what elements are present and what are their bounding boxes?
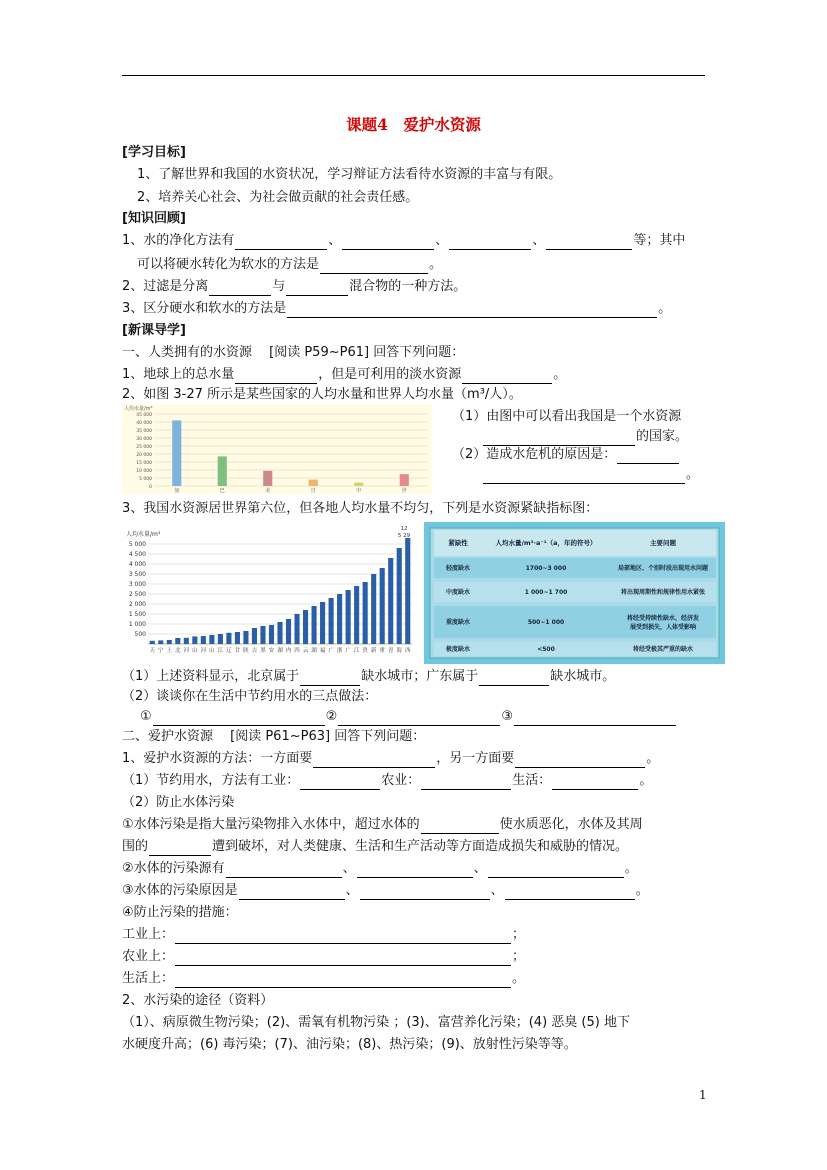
province-water-chart bbox=[122, 522, 418, 664]
x-tick-label: 山 bbox=[192, 648, 198, 654]
part1-q1: 1、地球上的总水量 ，但是可利用的淡水资源 。 bbox=[122, 367, 567, 382]
bar bbox=[192, 636, 197, 644]
table-header-cell: 人均水量/m³·a⁻¹（a，年的符号） bbox=[495, 539, 597, 547]
answer-blank[interactable] bbox=[421, 775, 511, 790]
y-tick-label: 500 bbox=[134, 631, 146, 638]
bar bbox=[312, 606, 317, 644]
answer-blank[interactable] bbox=[239, 885, 345, 900]
bar bbox=[320, 602, 325, 644]
answer-blank[interactable] bbox=[300, 671, 360, 686]
answer-blank[interactable] bbox=[483, 431, 635, 446]
table-header-cell: 紧缺性 bbox=[448, 539, 468, 547]
part2-q2a: （1）、病原微生物污染；(2)、需氧有机物污染 ；(3)、富营养化污染；(4) 恶臭 (5) 地下 bbox=[122, 1015, 630, 1030]
review-q2: 2、过滤是分离 与 混合物的一种方法。 bbox=[122, 279, 467, 294]
part2-s2: （2）防止水体污染 bbox=[122, 795, 235, 810]
answer-blank[interactable] bbox=[462, 369, 552, 384]
review-header: [知识回顾] bbox=[122, 211, 186, 226]
water-shortage-table bbox=[424, 522, 725, 664]
part2-p1: ①水体污染是指大量污染物排入水体中，超过水体的 使水质恶化，水体及其周 bbox=[122, 817, 643, 832]
answer-blank[interactable] bbox=[505, 885, 635, 900]
x-tick-label: 河 bbox=[183, 648, 190, 654]
part2-p1-cont: 围的 遭到破坏，对人类健康、生活和生产活动等方面造成损失和威胁的情况。 bbox=[122, 839, 629, 854]
answer-blank[interactable] bbox=[342, 235, 434, 250]
x-tick-label: 美 bbox=[265, 488, 271, 494]
page-number: 1 bbox=[699, 1088, 707, 1102]
table-cell: 极度缺水 bbox=[445, 646, 471, 653]
bar bbox=[363, 582, 368, 644]
x-tick-label: 湖 bbox=[311, 648, 317, 654]
y-tick-label: 4 500 bbox=[128, 551, 146, 558]
x-tick-label: 四 bbox=[294, 648, 300, 654]
measure-agriculture: 农业上： ； bbox=[122, 949, 526, 964]
y-tick-label: 1 500 bbox=[128, 611, 146, 618]
bar bbox=[380, 568, 385, 644]
review-q1: 1、水的净化方法有 、 、 、 等；其中 bbox=[122, 233, 686, 248]
review-q1-cont: 可以将硬水转化为软水的方法是 。 bbox=[137, 257, 443, 272]
part2-q1: 1、爱护水资源的方法：一方面要 ，另一方面要 。 bbox=[122, 751, 660, 766]
bar bbox=[209, 635, 214, 644]
answer-blank[interactable] bbox=[338, 711, 500, 726]
x-tick-label: 福 bbox=[319, 648, 326, 654]
x-tick-label: 日 bbox=[310, 488, 316, 494]
bar bbox=[277, 622, 282, 644]
bar bbox=[371, 574, 376, 644]
answer-blank[interactable] bbox=[286, 281, 348, 296]
x-tick-label: 甘 bbox=[234, 648, 241, 654]
header-rule bbox=[122, 75, 705, 76]
x-tick-label: 巴 bbox=[219, 488, 225, 494]
x-tick-label: 陕 bbox=[243, 648, 249, 654]
answer-blank[interactable] bbox=[515, 753, 645, 768]
x-tick-label: 黑 bbox=[260, 648, 266, 654]
y-tick-label: 10 000 bbox=[136, 469, 152, 474]
answer-blank[interactable] bbox=[421, 819, 499, 834]
bar bbox=[286, 619, 291, 644]
part1-q3: 3、我国水资源居世界第六位，但各地人均水量不均匀，下列是水资源紧缺指标图： bbox=[122, 501, 599, 516]
answer-blank[interactable] bbox=[313, 753, 435, 768]
review-q3: 3、区分硬水和软水的方法是 。 bbox=[122, 301, 672, 316]
answer-blank[interactable] bbox=[175, 973, 511, 988]
answer-blank[interactable] bbox=[552, 775, 638, 790]
y-tick-label: 35 000 bbox=[136, 429, 152, 434]
bar bbox=[260, 626, 265, 644]
table-cell: 将出现周期性和规律性用水紧张 bbox=[620, 589, 706, 596]
answer-blank[interactable] bbox=[175, 951, 511, 966]
y-tick-label: 20 000 bbox=[136, 453, 152, 458]
x-tick-label: 宁 bbox=[158, 648, 164, 654]
bar bbox=[167, 640, 172, 644]
x-tick-label: 安 bbox=[268, 648, 275, 654]
y-tick-label: 25 000 bbox=[136, 445, 152, 450]
answer-blank[interactable] bbox=[235, 235, 327, 250]
part2-heading: 二、爱护水资源 [阅读 P61~P63] 回答下列问题： bbox=[122, 729, 426, 744]
x-tick-label: 北 bbox=[175, 648, 181, 654]
bar bbox=[337, 594, 342, 644]
bar-top-label: 12 bbox=[400, 526, 408, 532]
x-tick-label: 江 bbox=[353, 648, 360, 654]
part1-r2: （2）谈谈你在生活中节约用水的三点做法： bbox=[122, 689, 378, 704]
part2-q2b: 水硬度升高；(6) 毒污染；(7)、油污染；(8)、热污染；(9)、放射性污染等等。 bbox=[122, 1037, 577, 1052]
y-tick-label: 5 000 bbox=[139, 477, 152, 482]
y-tick-label: 40 000 bbox=[136, 421, 152, 426]
x-tick-label: 河 bbox=[200, 648, 207, 654]
x-tick-label: 湖 bbox=[277, 648, 283, 654]
table-cell: 轻度缺水 bbox=[445, 565, 471, 572]
x-tick-label: 云 bbox=[302, 648, 309, 654]
y-tick-label: 3 000 bbox=[128, 581, 146, 588]
x-tick-label: 内 bbox=[285, 648, 292, 654]
bar bbox=[303, 610, 308, 644]
bar bbox=[158, 640, 163, 644]
bar bbox=[201, 636, 206, 644]
x-tick-label: 辽 bbox=[226, 648, 232, 654]
part2-s1: （1）节约用水，方法有工业： 农业： 生活： 。 bbox=[122, 773, 653, 788]
y-axis-label: 人均水量/m³ bbox=[124, 406, 153, 412]
table-header-cell: 主要问题 bbox=[650, 539, 676, 547]
x-tick-label: 海 bbox=[396, 648, 402, 654]
bar bbox=[354, 483, 363, 486]
part1-choices: ① ② ③ bbox=[140, 708, 677, 726]
bar bbox=[388, 558, 393, 644]
x-tick-label: 贵 bbox=[362, 648, 368, 654]
bar bbox=[243, 631, 248, 644]
y-tick-label: 0 bbox=[149, 485, 152, 490]
bar bbox=[218, 456, 227, 486]
answer-blank[interactable] bbox=[360, 885, 490, 900]
newlesson-header: [新课导学] bbox=[122, 323, 186, 338]
answer-blank[interactable] bbox=[488, 863, 624, 878]
table-cell: 1700~3 000 bbox=[525, 565, 567, 572]
goal-2: 2、培养关心社会、为社会做贡献的社会责任感。 bbox=[137, 190, 419, 205]
part1-sub2-cont: 。 bbox=[482, 466, 699, 484]
bar bbox=[263, 471, 272, 486]
table-cell: 将经受极其严重的缺水 bbox=[632, 646, 694, 653]
page-title: 课题4 爱护水资源 bbox=[346, 115, 481, 134]
y-tick-label: 1 000 bbox=[128, 621, 146, 628]
bar bbox=[218, 634, 223, 644]
part1-sub2: （2）造成水危机的原因是： bbox=[452, 446, 680, 464]
x-tick-label: 上 bbox=[166, 648, 173, 654]
table-cell: 展受到损失，人体受影响 bbox=[629, 624, 697, 631]
answer-blank[interactable] bbox=[449, 235, 531, 250]
bar-top-label: 5 29 bbox=[397, 533, 411, 539]
answer-blank[interactable] bbox=[546, 235, 632, 250]
y-axis-label: 人均水量/m³ bbox=[126, 531, 161, 538]
x-tick-label: 西 bbox=[404, 648, 411, 654]
x-tick-label: 江 bbox=[217, 648, 224, 654]
answer-blank[interactable] bbox=[153, 711, 325, 726]
y-tick-label: 15 000 bbox=[136, 461, 152, 466]
goals-header: [学习目标] bbox=[122, 145, 186, 160]
bar bbox=[329, 598, 334, 644]
answer-blank[interactable] bbox=[483, 469, 685, 484]
bar bbox=[346, 590, 351, 644]
table-cell: 1 000~1 700 bbox=[524, 589, 568, 596]
part1-heading: 一、人类拥有的水资源 [阅读 P59~P61] 回答下列问题： bbox=[122, 345, 465, 360]
part2-p3: ③水体的污染原因是 、 、 。 bbox=[122, 883, 649, 898]
part1-sub1-cont: 的国家。 bbox=[482, 428, 688, 446]
x-tick-label: 中 bbox=[356, 488, 362, 494]
bar bbox=[309, 480, 318, 486]
table-cell: 重度缺水 bbox=[445, 619, 471, 626]
x-tick-label: 天 bbox=[149, 648, 156, 654]
answer-blank[interactable] bbox=[235, 369, 317, 384]
answer-blank[interactable] bbox=[320, 259, 428, 274]
table-cell: 局部地区、个别时段出现用水问题 bbox=[617, 565, 709, 572]
y-tick-label: 30 000 bbox=[136, 437, 152, 442]
y-tick-label: 5 000 bbox=[128, 541, 146, 548]
part1-q2: 2、如图 3-27 所示是某些国家的人均水量和世界人均水量（m³/人）。 bbox=[122, 387, 522, 402]
answer-blank[interactable] bbox=[514, 711, 676, 726]
table-cell: 将经受持续性缺水，经济发 bbox=[626, 615, 700, 622]
bar bbox=[252, 628, 257, 644]
answer-blank[interactable] bbox=[357, 863, 473, 878]
x-tick-label: 广 bbox=[345, 648, 351, 654]
bar bbox=[400, 474, 409, 486]
measure-life: 生活上： 。 bbox=[122, 971, 526, 986]
table-cell: 中度缺水 bbox=[445, 589, 471, 596]
answer-blank[interactable] bbox=[300, 775, 380, 790]
y-tick-label: 3 500 bbox=[128, 571, 146, 578]
answer-blank[interactable] bbox=[287, 303, 657, 318]
bar bbox=[397, 548, 402, 644]
x-tick-label: 重 bbox=[379, 648, 385, 654]
y-tick-label: 4 000 bbox=[128, 561, 146, 568]
part2-q2: 2、水污染的途径（资料） bbox=[122, 993, 274, 1008]
y-tick-label: 45 000 bbox=[136, 413, 152, 418]
answer-blank[interactable] bbox=[617, 449, 679, 464]
world-water-chart bbox=[122, 404, 432, 494]
bar bbox=[226, 633, 231, 644]
x-tick-label: 吉 bbox=[251, 648, 258, 654]
answer-blank[interactable] bbox=[209, 281, 271, 296]
x-tick-label: 加 bbox=[174, 488, 180, 494]
bar bbox=[354, 586, 359, 644]
answer-blank[interactable] bbox=[149, 841, 211, 856]
bar bbox=[184, 638, 189, 644]
bar bbox=[294, 614, 299, 644]
part2-p2: ②水体的污染源有 、 、 。 bbox=[122, 861, 638, 876]
x-tick-label: 广 bbox=[328, 648, 334, 654]
x-tick-label: 世 bbox=[401, 488, 407, 494]
bar bbox=[235, 632, 240, 644]
answer-blank[interactable] bbox=[175, 929, 511, 944]
bar bbox=[172, 420, 181, 486]
bar bbox=[269, 625, 274, 644]
bar bbox=[405, 538, 410, 644]
bar bbox=[175, 638, 180, 644]
x-tick-label: 浙 bbox=[336, 648, 343, 654]
goal-1: 1、了解世界和我国的水资状况，学习辩证方法看待水资源的丰富与有限。 bbox=[137, 167, 562, 182]
y-tick-label: 2 500 bbox=[128, 591, 146, 598]
part1-r1: （1）上述资料显示，北京属于 缺水城市；广东属于 缺水城市。 bbox=[122, 669, 616, 684]
bar bbox=[150, 641, 155, 644]
x-tick-label: 山 bbox=[209, 648, 215, 654]
part2-p4: ④防止污染的措施： bbox=[122, 905, 238, 920]
table-row-bg bbox=[434, 606, 716, 638]
answer-blank[interactable] bbox=[479, 671, 549, 686]
measure-industry: 工业上： ； bbox=[122, 927, 526, 942]
part1-sub1: （1）由图中可以看出我国是一个水资源 bbox=[452, 409, 682, 424]
x-tick-label: 新 bbox=[370, 648, 377, 654]
answer-blank[interactable] bbox=[226, 863, 342, 878]
x-tick-label: 青 bbox=[387, 648, 394, 654]
y-tick-label: 2 000 bbox=[128, 601, 146, 608]
table-cell: <500 bbox=[537, 646, 555, 653]
table-cell: 500~1 000 bbox=[527, 619, 565, 626]
